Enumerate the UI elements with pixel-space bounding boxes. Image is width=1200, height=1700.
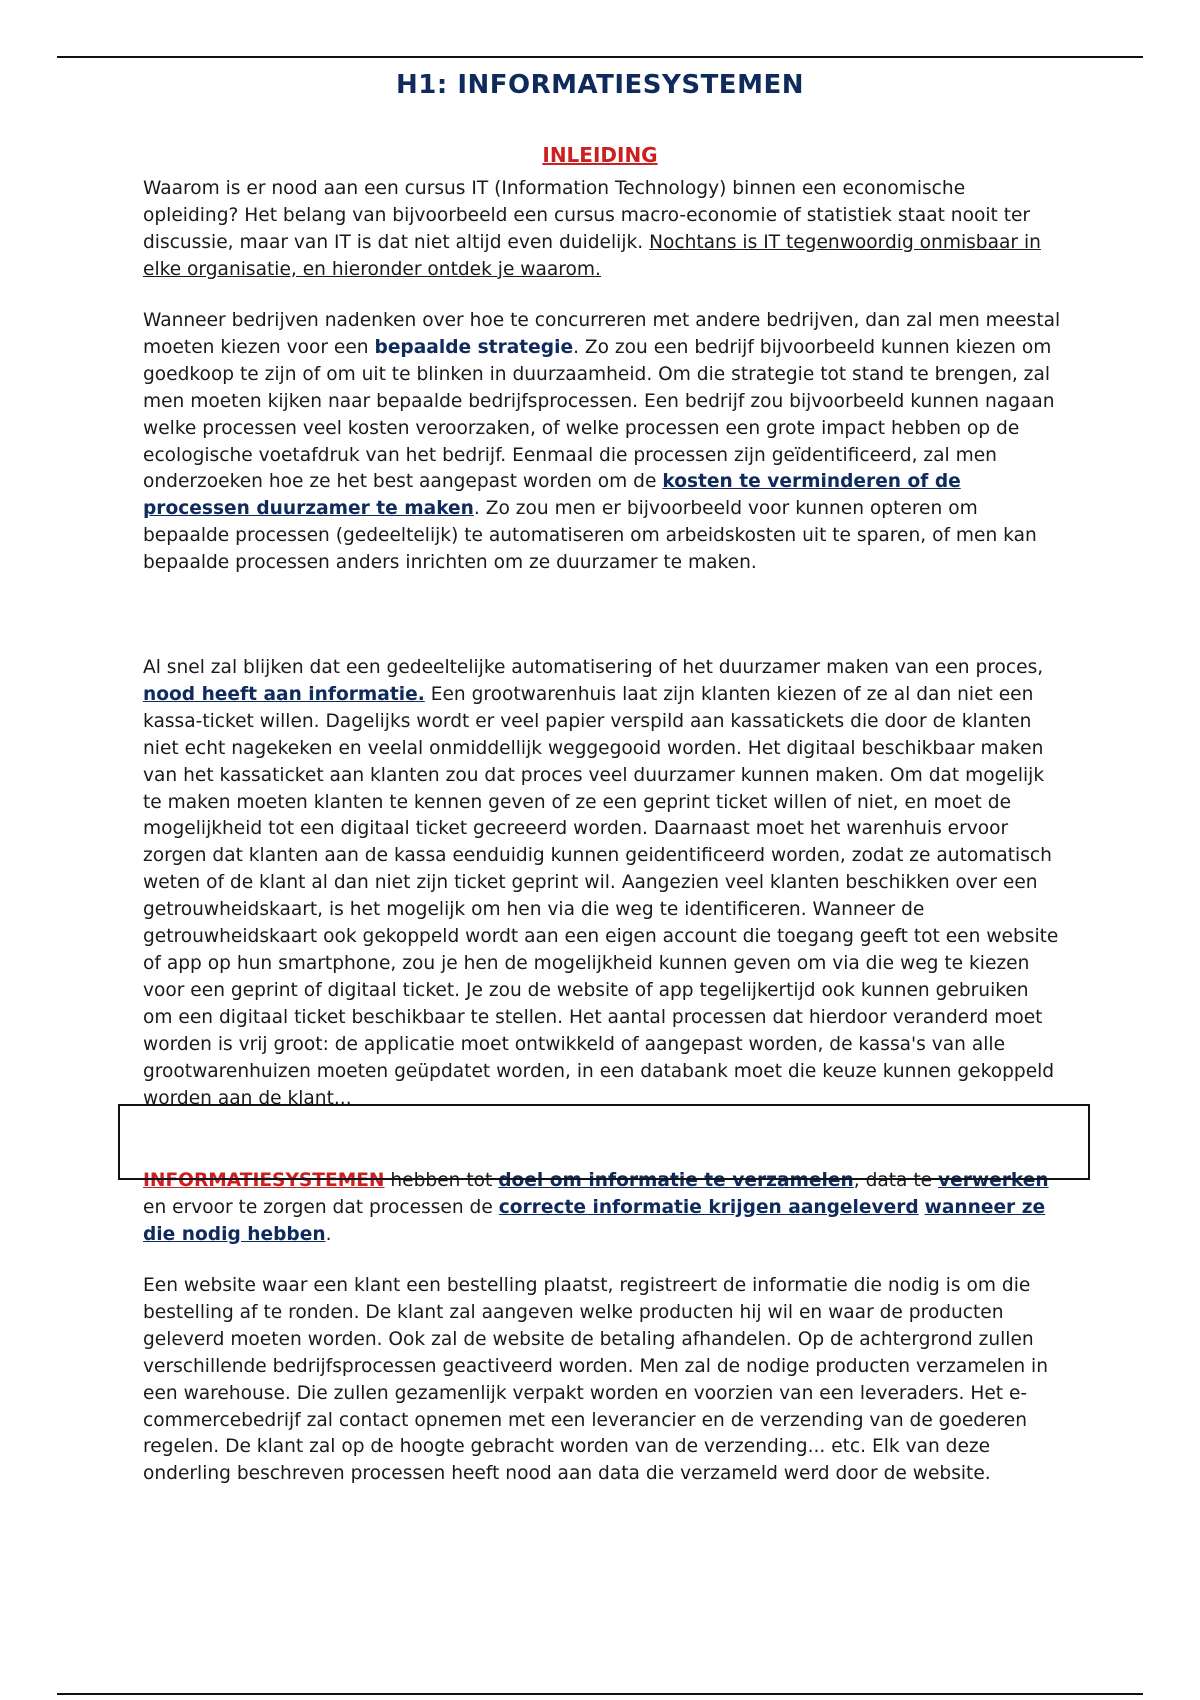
strategy-text-a: Wanneer bedrijven nadenken over hoe te concurreren met andere bedrijven, dan zal men meestal moeten kiezen voor een (143, 310, 1061, 358)
paragraph-automation (143, 655, 1063, 1112)
automation-highlight: nood heeft aan informatie. (143, 683, 425, 705)
paragraph-strategy (143, 308, 1063, 577)
definition-text-d: , data te (853, 1170, 939, 1191)
strategy-highlight: kosten te verminderen of de processen duurzamer te maken (143, 471, 961, 520)
example-text: Een website waar een klant een bestelling plaatst, registreert de informatie die nodig is om die bestelling af te ronden. De klant zal aangeven welke producten hij wil en waar de producten geleverd moeten worden. Ook zal de website de betaling afhandelen. Op de achtergrond zullen verschillende bedrijfsprocessen geactiveerd worden. Men zal de nodige producten verzamelen in een warehouse. Die zullen gezamenlijk verpakt worden en voorzien van een leveraders. Het e-commercebedrijf zal contact opnemen met een leverancier en de verzending van de goederen regelen. De klant zal op de hoogte gebracht worden van de verzending... etc. Elk van deze onderling beschreven processen heeft nood aan data die verzameld werd door de website. (143, 1275, 1049, 1485)
definition-text-b: hebben tot (384, 1170, 499, 1191)
automation-text-a: Al snel zal blijken dat een gedeeltelijke automatisering of het duurzamer maken van een proces, (143, 657, 1044, 678)
strategy-text-c: . Zo zou een bedrijf bijvoorbeeld kunnen kiezen om goedkoop te zijn of om uit te blinken in duurzaamheid. Om die strategie tot stand te brengen, zal men moeten kijken naar bepaalde bedrijfsprocessen. Een bedrijf zou bijvoorbeeld kunnen nagaan welke processen veel kosten veroorzaken, of welke processen een grote impact hebben op de ecologische voetafdruk van het bedrijf. Eenmaal die processen zijn geïdentificeerd, zal men onderzoeken hoe ze het best aangepast worden om de (143, 336, 1055, 493)
definition-highlight-correct: correcte informatie krijgen aangeleverd (498, 1196, 919, 1218)
definition-text-j: . (325, 1223, 332, 1245)
strategy-keyword: bepaalde strategie (374, 336, 574, 358)
definition-highlight-process: verwerken (938, 1170, 1049, 1191)
definition-highlight-when: wanneer ze die nodig hebben (143, 1196, 1046, 1245)
top-rule (57, 56, 1143, 58)
definition-highlight-collect: doel om informatie te verzamelen (498, 1170, 854, 1191)
automation-text-c: Een grootwarenhuis laat zijn klanten kiezen of ze al dan niet een kassa-ticket willen. Dagelijks wordt er veel papier verspild aan kassatickets die door de klanten niet echt nagekeken en veelal onmiddellijk weggegooid worden. Het digitaal beschikbaar maken van het kassaticket aan klanten zou dat proces veel duurzamer kunnen maken. Om dat mogelijk te maken moeten klanten te kennen geven of ze een geprint ticket willen of niet, en moet de mogelijkheid tot een digitaal ticket gecreeerd worden. Daarnaast moet het warenhuis ervoor zorgen dat klanten aan de kassa eenduidig kunnen geidentificeerd worden, zodat ze automatisch weten of de klant al dan niet zijn ticket geprint wil. Aangezien veel klanten beschikken over een getrouwheidskaart, is het mogelijk om hen via die weg te identificeren. Wanneer de getrouwheidskaart ook gekoppeld wordt aan een eigen account die toegang geeft tot een website of app op hun smartphone, zou je hen de mogelijkheid kunnen geven om via die weg te kiezen voor een geprint of digitaal ticket. Je zou de website of app tegelijkertijd ook kunnen gebruiken om een digitaal ticket beschikbaar te stellen. Het aantal processen dat hierdoor veranderd moet worden is vrij groot: de applicatie moet ontwikkeld of aangepast worden, de kassa's van alle grootwarenhuizen moeten geüpdatet worden, in een databank moet die keuze kunnen gekoppeld worden aan de klant... (143, 683, 1059, 1109)
intro-underlined-text: Nochtans is IT tegenwoordig onmisbaar in elke organisatie, en hieronder ontdek je waarom. (143, 231, 1041, 280)
definition-term: INFORMATIESYSTEMEN (143, 1170, 385, 1191)
bottom-rule (57, 1693, 1143, 1695)
strategy-text-e: . Zo zou men er bijvoorbeeld voor kunnen opteren om bepaalde processen (gedeeltelijk) te automatiseren om arbeidskosten uit te sparen, of men kan bepaalde processen anders inrichten om ze duurzamer te maken. (143, 498, 1037, 574)
paragraph-example-ecommerce (143, 1273, 1063, 1488)
intro-text: Waarom is er nood aan een cursus IT (Information Technology) binnen een economische opleiding? Het belang van bijvoorbeeld een cursus macro-economie of statistiek staat nooit ter discussie, maar van IT is dat niet altijd even duidelijk. (143, 178, 1031, 253)
page-title: H1: INFORMATIESYSTEMEN (396, 70, 804, 100)
paragraph-definition (143, 1168, 1063, 1249)
overlay-frame-box (118, 1104, 1090, 1180)
paragraph-intro (143, 176, 1063, 284)
section-heading-inleiding: INLEIDING (542, 143, 658, 167)
definition-text-f: en ervoor te zorgen dat processen de (143, 1196, 499, 1218)
